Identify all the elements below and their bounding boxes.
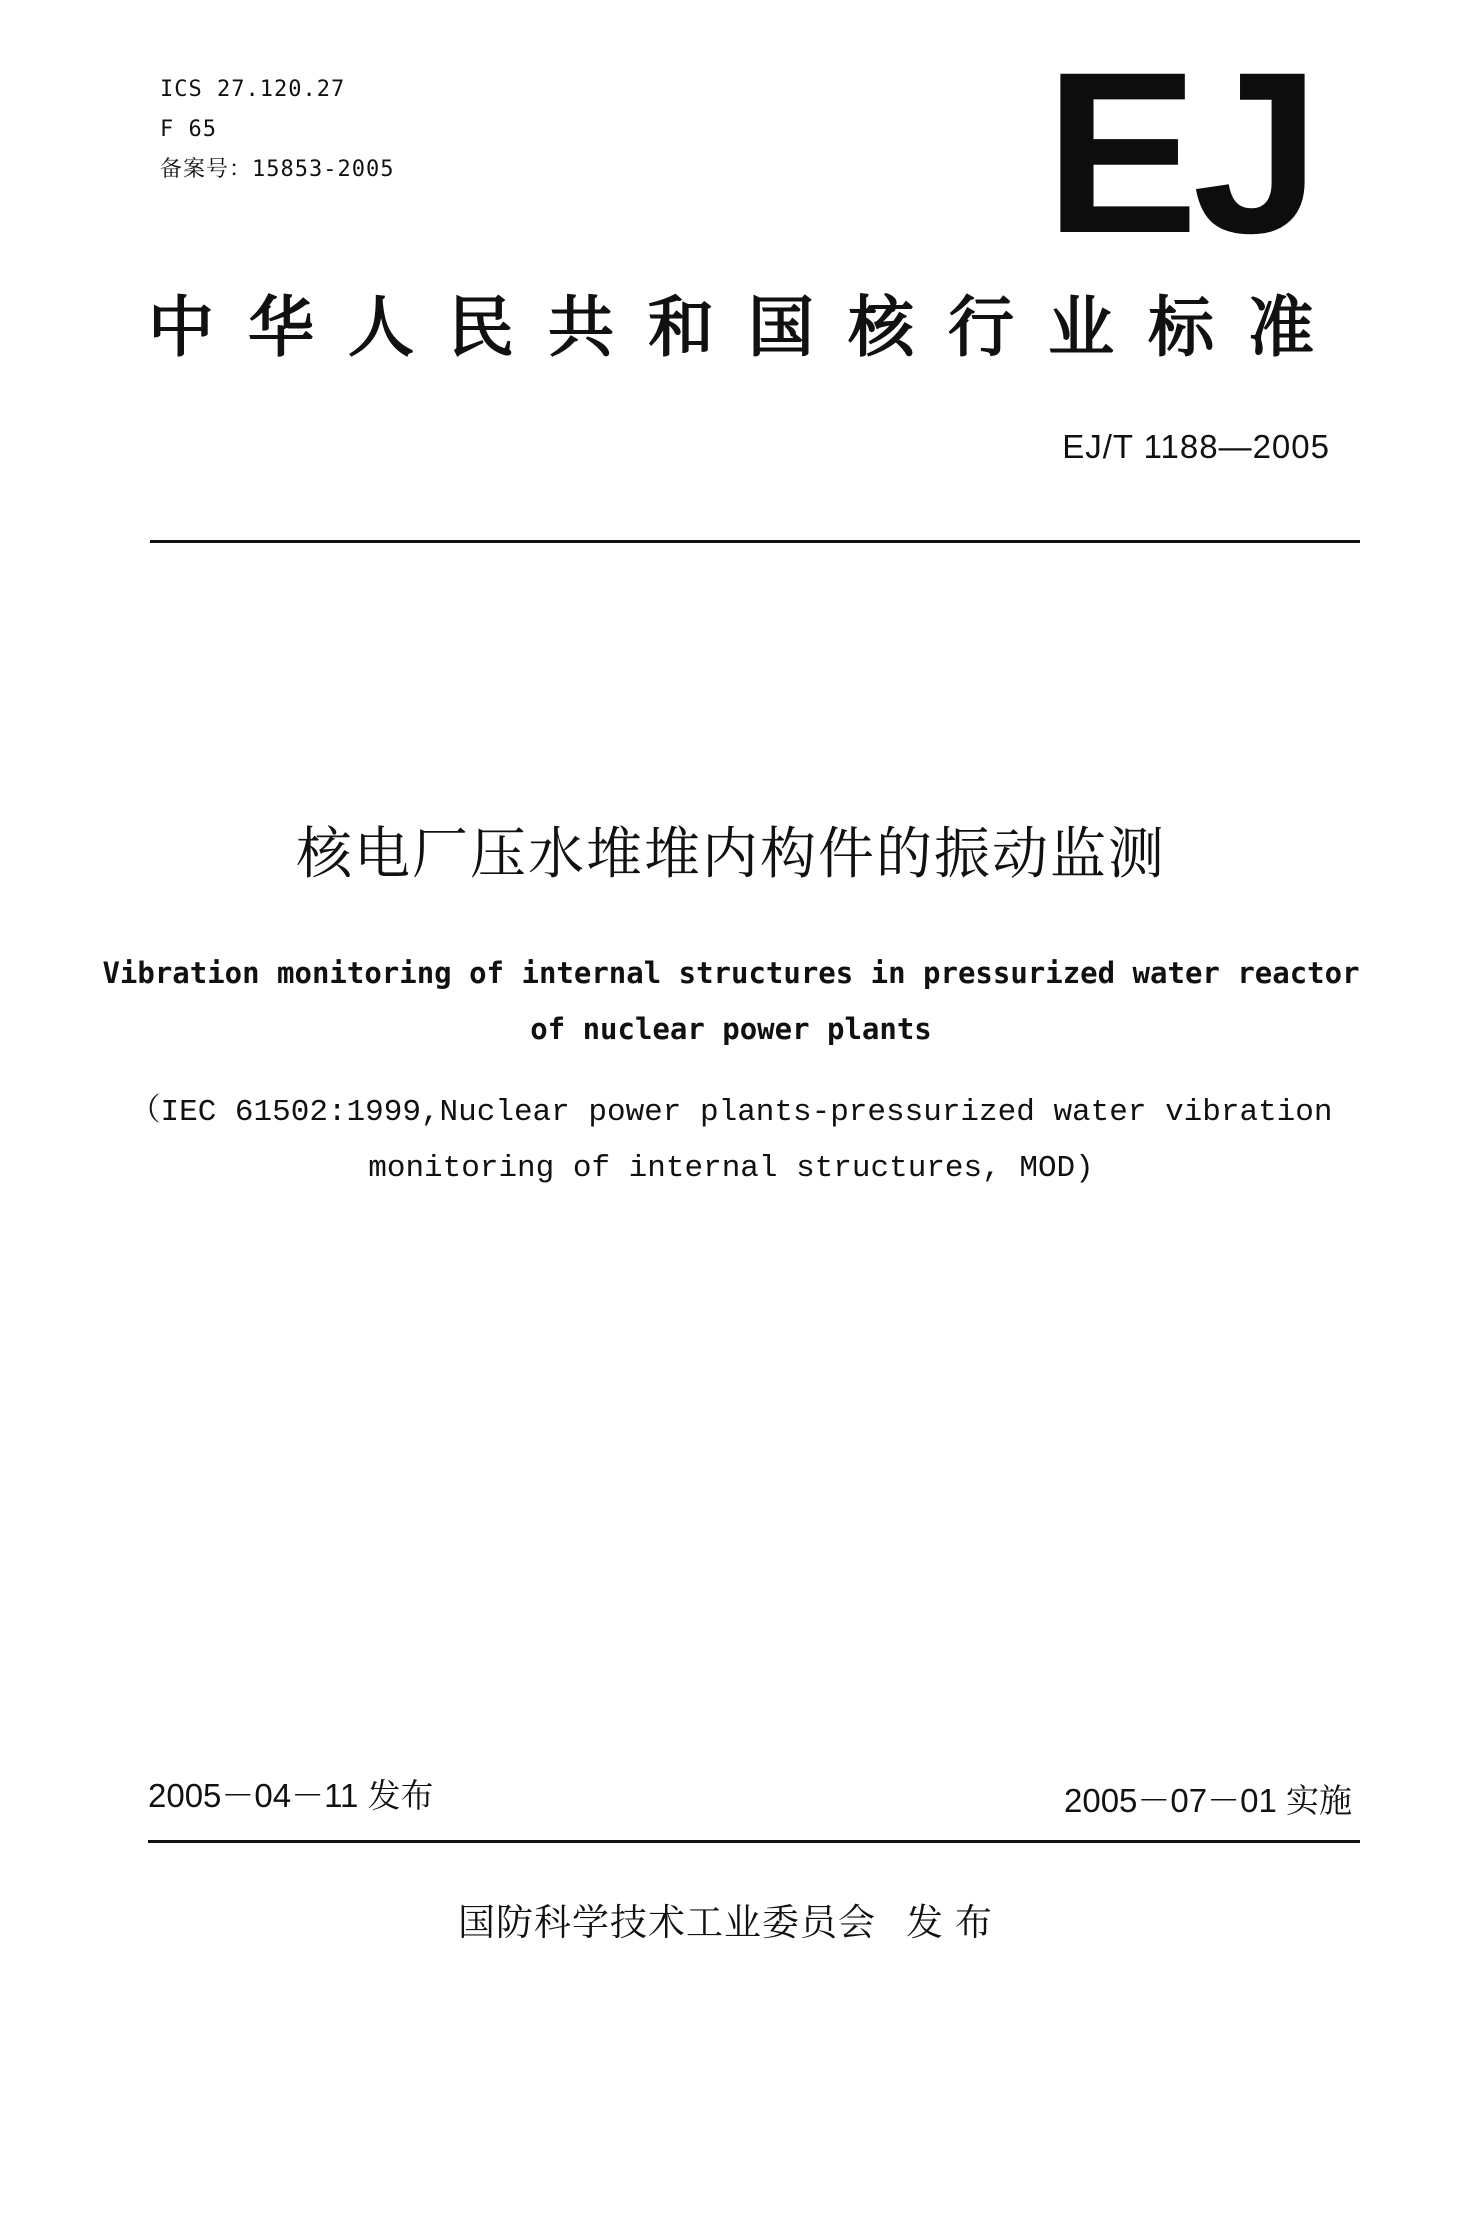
publisher-name: 国防科学技术工业委员会	[458, 1901, 876, 1944]
implementation-date: 2005－07－01 实施	[1064, 1782, 1352, 1819]
ics-code: ICS 27.120.27	[160, 77, 346, 102]
standard-number: EJ/T 1188—2005	[1062, 428, 1330, 465]
ccs-code: F 65	[160, 117, 217, 142]
adoption-line-1: （IEC 61502:1999,Nuclear power plants-pressurized water vibration	[129, 1095, 1333, 1130]
document-title-english	[100, 945, 1362, 1057]
record-number: 备案号：15853-2005	[160, 157, 395, 182]
publisher-line	[0, 1892, 1462, 1946]
ej-logo: EJ	[1045, 24, 1315, 281]
top-divider	[150, 540, 1360, 543]
issuing-standard-category: 中华人民共和国核行业标准	[148, 288, 1348, 366]
bottom-divider	[148, 1840, 1360, 1843]
english-title-line-1: Vibration monitoring of internal structures in pressurized water reactor	[102, 956, 1360, 990]
adoption-line-2: monitoring of internal structures, MOD)	[368, 1151, 1094, 1186]
classification-block	[160, 70, 394, 190]
adoption-reference	[90, 1085, 1372, 1197]
issue-date: 2005－04－11 发布	[148, 1777, 434, 1814]
english-title-line-2: of nuclear power plants	[530, 1012, 932, 1046]
document-title-chinese: 核电厂压水堆堆内构件的振动监测	[296, 822, 1166, 887]
publisher-action: 发布	[906, 1901, 1004, 1944]
